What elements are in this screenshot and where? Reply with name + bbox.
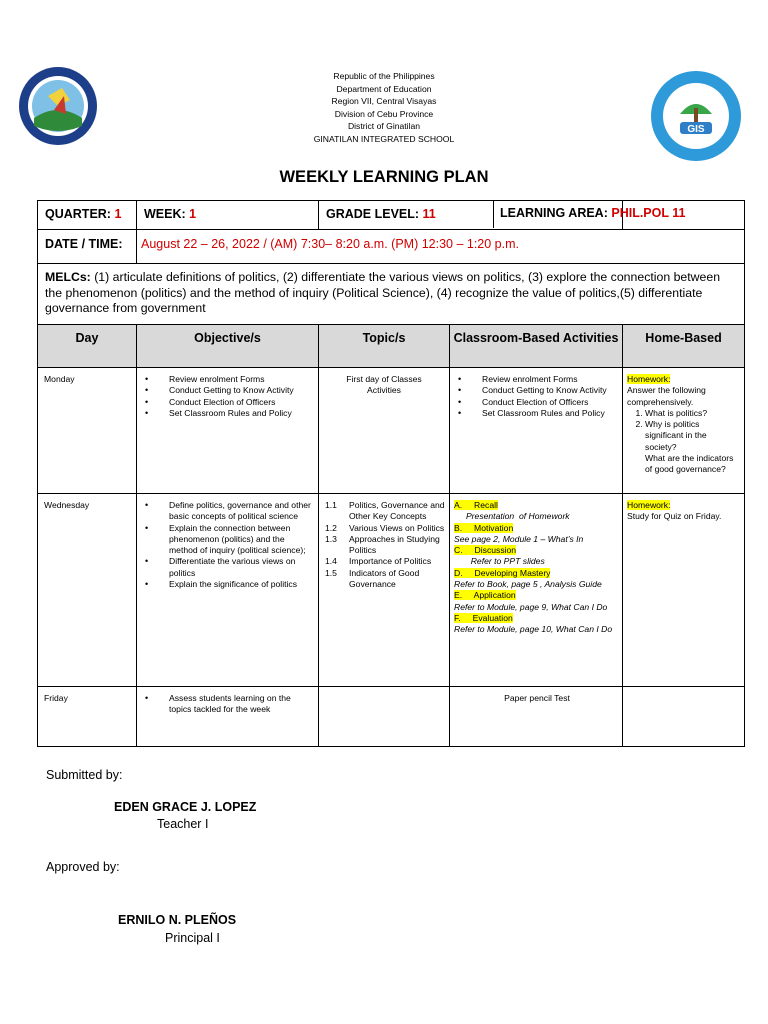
topic-item: 1.5 Indicators of Good Governance [325,567,420,590]
table-row [38,494,745,687]
list-item: • Differentiate the various views on politics [169,556,314,579]
activity-detail: Refer to Module, page 10, What Can I Do [454,624,613,635]
list-item: • Conduct Election of Officers [482,397,618,408]
melcs-row [38,264,745,325]
friday-home [623,687,745,747]
column-header-row [38,325,745,368]
wednesday-objectives [137,494,319,687]
list-item: • Set Classroom Rules and Policy [169,408,314,419]
col-topics: Topic/s [319,325,450,368]
header-line: Republic of the Philippines [333,71,435,81]
topic-item: 1.1 Politics, Governance and Other Key Concepts [325,500,445,522]
topic-item: 1.2 Various Views on Politics [325,522,445,533]
topic-item: 1.4 Importance of Politics [325,556,432,567]
submitted-label: Submitted by: [46,768,123,782]
quarter-value: 1 [114,207,122,221]
school-logo-text: GIS [687,124,705,135]
school-logo [650,70,742,162]
week-cell: WEEK: 1 [137,201,319,230]
topic-item: 1.3 Approaches in Studying Politics [325,533,440,556]
list-item: • Conduct Election of Officers [169,397,314,408]
grade-cell: GRADE LEVEL: 11 [319,201,623,230]
friday-topics [319,687,450,747]
homework-extra: What are the indicators of good governance? [645,453,734,475]
submitted-name: EDEN GRACE J. LOPEZ [114,800,257,814]
date-row [38,230,745,264]
list-item: • Explain the connection between phenomenon (politics) and the method of inquiry (political science); [169,523,314,557]
activity-heading: B. Motivation [454,522,514,533]
deped-seal-logo [18,66,98,146]
activity-detail: Refer to Module, page 9, What Can I Do [454,601,608,612]
list-item: 2. Why is politics significant in the society? [645,419,740,453]
week-value: 1 [189,207,197,221]
submitted-title: Teacher I [157,817,209,831]
list-item: • Review enrolment Forms [482,374,618,385]
homework-intro: Answer the following comprehensively. [627,385,706,407]
approved-title: Principal I [165,931,220,945]
page-title: WEEKLY LEARNING PLAN [279,168,489,186]
activity-detail: See page 2, Module 1 – What’s In [454,533,584,544]
list-item: • Assess students learning on the topics tackled for the week [169,693,314,716]
activity-heading: E. Application [454,590,516,601]
date-label: DATE / TIME: [38,230,137,264]
list-item: • Set Classroom Rules and Policy [482,408,618,419]
wednesday-topics [319,494,450,687]
homework-text: Study for Quiz on Friday. [627,511,722,522]
cell-divider [493,201,494,228]
monday-home [623,368,745,494]
col-classroom: Classroom-Based Activities [450,325,623,368]
header-line: Region VII, Central Visayas [331,96,437,106]
learning-area: LEARNING AREA: PHIL.POL 11 [500,206,686,220]
wednesday-classroom [450,494,623,687]
monday-objectives [137,368,319,494]
monday-topic: First day of Classes Activities [319,368,450,494]
day-friday: Friday [38,687,137,747]
header-line: Department of Education [336,83,432,94]
approved-name: ERNILO N. PLEÑOS [118,913,237,927]
area-value: PHIL.POL 11 [611,206,686,220]
list-item: • Explain the significance of politics [169,579,314,590]
monday-classroom [450,368,623,494]
list-item: 1. What is politics? [645,408,740,419]
table-row [38,368,745,494]
day-monday: Monday [38,368,137,494]
approved-label: Approved by: [46,860,120,874]
quarter-cell: QUARTER: 1 [38,201,137,230]
header-line: District of Ginatilan [347,121,421,131]
col-home: Home-Based [623,325,745,368]
day-wednesday: Wednesday [38,494,137,687]
col-day: Day [38,325,137,368]
activity-heading: F. Evaluation [454,612,513,623]
list-item: • Conduct Getting to Know Activity [169,385,314,396]
list-item: • Conduct Getting to Know Activity [482,385,618,396]
learning-plan-table [37,200,745,747]
col-objectives: Objective/s [137,325,319,368]
activity-detail: Refer to PPT slides [454,556,545,567]
document-header [234,70,534,145]
melcs-cell: MELCs: (1) articulate definitions of politics, (2) differentiate the various views on politics, (3) explore the connection between the phenomenon (politics) and the method of inquiry (Political Science), (4) recognize the value of politics,(5) differentiate governance from government [38,264,745,325]
friday-objectives [137,687,319,747]
date-value: August 22 – 26, 2022 / (AM) 7:30– 8:20 a.m. (PM) 12:30 – 1:20 p.m. [137,230,745,264]
activity-detail: Presentation of Homework [454,511,570,522]
list-item: • Define politics, governance and other basic concepts of political science [169,500,314,523]
homework-label: Homework: [627,500,671,510]
grade-value: 11 [422,207,436,221]
header-line: Division of Cebu Province [334,108,434,119]
header-line: GINATILAN INTEGRATED SCHOOL [313,133,455,144]
activity-heading: A. Recall [454,500,498,510]
wednesday-home [623,494,745,687]
activity-detail: Refer to Book, page 5 , Analysis Guide [454,579,602,590]
table-row [38,687,745,747]
activity-heading: D. Developing Mastery [454,567,551,578]
activity-heading: C. Discussion [454,545,517,556]
friday-classroom: Paper pencil Test [450,687,623,747]
homework-label: Homework: [627,374,671,384]
list-item: • Review enrolment Forms [169,374,314,385]
